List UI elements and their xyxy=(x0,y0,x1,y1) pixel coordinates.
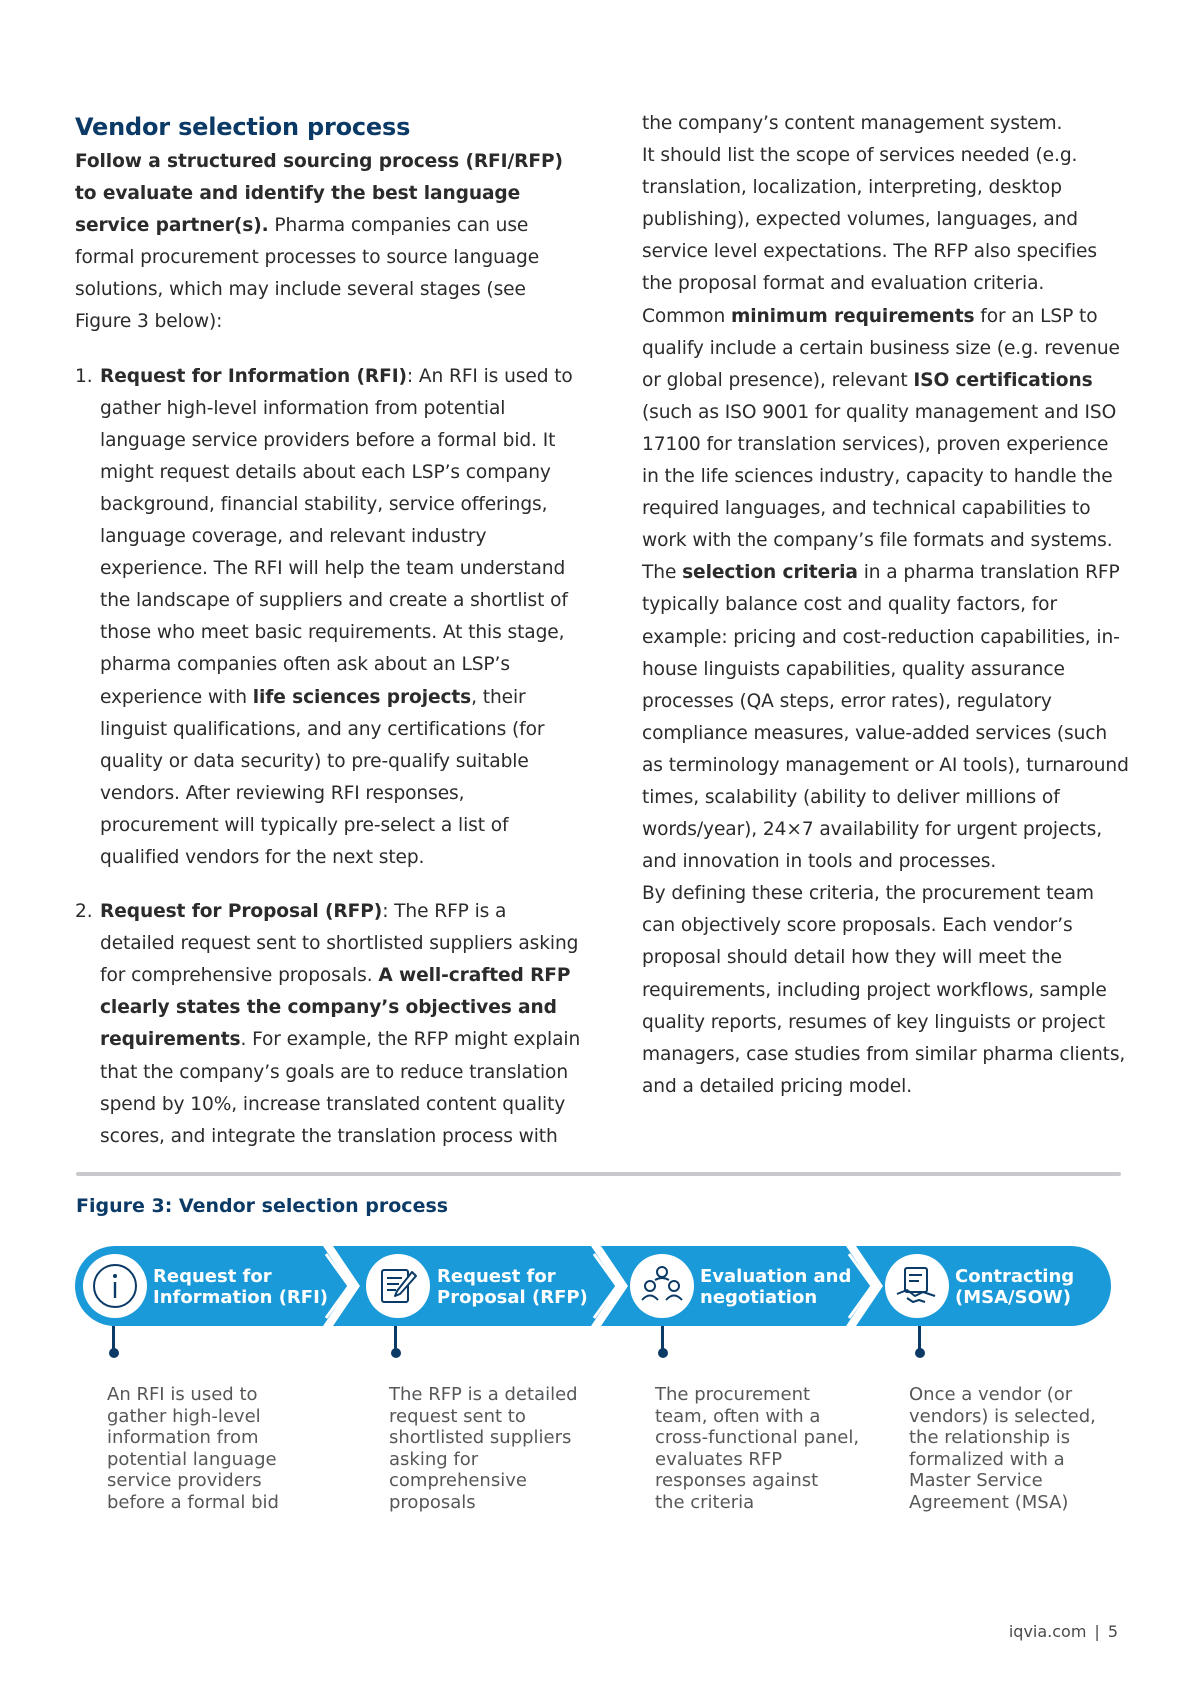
description-line: asking for xyxy=(389,1448,479,1470)
paragraph-emphasis: minimum requirements xyxy=(730,305,975,327)
description-line: An RFI is used to xyxy=(107,1384,258,1405)
right-paragraph-2 xyxy=(642,557,1130,878)
paragraph-text: for an LSP to qualify include a certain business size (e.g. revenue or global presence), relevant xyxy=(642,305,1120,391)
paragraph-text: The xyxy=(642,562,683,584)
description-line: information from xyxy=(107,1427,259,1448)
intro-text: Pharma companies can use formal procurement processes to source language solutions, which may include several stages (see Figure 3 below): xyxy=(75,215,540,333)
right-paragraph-3: By defining these criteria, the procurement team can objectively score proposals. Each vendor’s proposal should detail how they will meet the requirements, including project workflows, sample quality reports, resumes of key linguists or project managers, case studies from similar pharma clients, and a detailed pricing model. xyxy=(642,883,1126,1097)
right-line-1: the company’s content management system. xyxy=(642,113,1063,134)
description-line: the relationship is xyxy=(909,1427,1071,1448)
list-item-heading: Request for Information (RFI) xyxy=(100,365,407,387)
step-icon-circle xyxy=(885,1254,949,1318)
step-label-line: Information (RFI) xyxy=(153,1287,329,1308)
page-number: 5 xyxy=(1107,1622,1118,1641)
description-line: Master Service xyxy=(909,1470,1043,1491)
paragraph-text: (such as ISO 9001 for quality management and ISO 17100 for translation services), proven experience in the life sciences industry, capacity to handle the required languages, and technical capabilities to work with the company’s file formats and systems. xyxy=(642,401,1117,552)
paragraph-text: in a pharma translation RFP typically balance cost and quality factors, for example: pricing and cost-reduction capabilities, in-house linguists capabilities, quality assurance processes (QA steps, error rates), regulatory compliance measures, value-added services (such as terminology management or AI tools), turnaround times, scalability (ability to deliver millions of words/year), 24×7 availability for urgent projects, and innovation in tools and processes. xyxy=(642,562,1129,873)
description-line: comprehensive xyxy=(389,1470,527,1491)
step-icon-circle xyxy=(366,1254,430,1318)
step-label-line: Contracting xyxy=(955,1266,1075,1287)
process-band xyxy=(75,1246,1111,1326)
description-line: The RFP is a detailed xyxy=(389,1384,578,1405)
list-item-text: , their linguist qualifications, and any certifications (for quality or data security) to pre-qualify suitable vendors. After reviewing RFI responses, procurement will typically pre-select a list of qualified vendors for the next step. xyxy=(100,686,545,868)
step-description-rfi xyxy=(107,1384,279,1513)
right-column xyxy=(642,108,1130,1103)
paragraph-emphasis: ISO certifications xyxy=(913,369,1093,391)
section-title: Vendor selection process xyxy=(75,113,411,141)
info-icon xyxy=(83,1254,147,1318)
description-line: evaluates RFP xyxy=(655,1448,783,1470)
connector-dot xyxy=(109,1348,119,1358)
step-description-evaluation xyxy=(655,1384,859,1513)
right-paragraph-1 xyxy=(642,140,1130,557)
description-line: proposals xyxy=(389,1491,476,1513)
step-icon-circle xyxy=(83,1254,147,1318)
document-pen-icon xyxy=(366,1254,430,1318)
page-footer xyxy=(1009,1622,1118,1641)
list-number: 1. xyxy=(75,365,93,387)
description-line: the criteria xyxy=(655,1491,755,1513)
list-item-heading: Request for Proposal (RFP) xyxy=(100,901,383,923)
intro-paragraph xyxy=(75,146,585,339)
connector-dot xyxy=(915,1348,925,1358)
step-label-line: Request for xyxy=(437,1266,556,1287)
discussion-icon xyxy=(630,1254,694,1318)
step-description-contracting xyxy=(909,1384,1096,1513)
description-line: responses against xyxy=(655,1470,819,1491)
step-label-line: Evaluation and xyxy=(700,1266,852,1287)
figure-title: Figure 3: Vendor selection process xyxy=(76,1195,449,1217)
step-label-line: negotiation xyxy=(700,1287,818,1308)
list-item-emphasis: A well-crafted RFP clearly states the company’s objectives and requirements xyxy=(100,965,571,1051)
step-icon-circle xyxy=(630,1254,694,1318)
list-number: 2. xyxy=(75,901,93,923)
description-line: request sent to xyxy=(389,1405,526,1427)
intro-bold: Follow a structured sourcing process (RFI/RFP) to evaluate and identify the best language service partner(s). xyxy=(75,151,563,237)
paragraph-text: It should list the scope of services needed (e.g. translation, localization, interpreting, desktop publishing), expected volumes, languages, and service level expectations. The RFP also specifies the proposal format and evaluation criteria. Common xyxy=(642,145,1097,327)
description-line: team, often with a xyxy=(655,1405,821,1427)
description-line: formalized with a xyxy=(909,1448,1065,1470)
connector-dot xyxy=(658,1348,668,1358)
list-item-text: : The RFP is a detailed request sent to shortlisted suppliers asking for comprehensive proposals. xyxy=(100,901,579,987)
description-line: potential language xyxy=(107,1448,277,1470)
description-line: before a formal bid xyxy=(107,1491,279,1513)
paragraph-emphasis: selection criteria xyxy=(682,562,858,584)
left-column xyxy=(75,112,585,1175)
description-line: service providers xyxy=(107,1470,262,1491)
step-label-line: Proposal (RFP) xyxy=(437,1287,588,1308)
step-label-evaluation xyxy=(700,1266,851,1308)
description-line: Once a vendor (or xyxy=(909,1384,1073,1405)
step-description-rfp xyxy=(389,1384,578,1513)
step-label-line: (MSA/SOW) xyxy=(955,1287,1071,1308)
footer-site-link[interactable]: iqvia.com xyxy=(1008,1622,1087,1641)
description-line: Agreement (MSA) xyxy=(909,1491,1069,1513)
handshake-icon xyxy=(885,1254,949,1318)
connector-dot xyxy=(391,1348,401,1358)
list-item-rfp xyxy=(75,896,585,1153)
step-label-rfi xyxy=(153,1266,328,1308)
footer-separator: | xyxy=(1094,1622,1100,1641)
step-label-line: Request for xyxy=(153,1266,272,1287)
description-line: shortlisted suppliers xyxy=(389,1427,572,1448)
step-label-rfp xyxy=(437,1266,588,1308)
process-list xyxy=(75,361,585,1153)
list-item-emphasis: life sciences projects xyxy=(252,686,472,708)
step-label-contracting xyxy=(955,1266,1074,1308)
description-line: vendors) is selected, xyxy=(909,1405,1096,1427)
description-line: gather high-level xyxy=(107,1405,261,1427)
description-line: The procurement xyxy=(655,1384,811,1405)
figure-divider xyxy=(76,1172,1121,1176)
list-item-rfi xyxy=(75,361,585,875)
list-item-text: : An RFI is used to gather high-level information from potential language service providers before a formal bid. It might request details about each LSP’s company background, financial stability, service offerings, language coverage, and relevant industry experience. The RFI will help the team understand the landscape of suppliers and create a shortlist of those who meet basic requirements. At this stage, pharma companies often ask about an LSP’s experience with xyxy=(100,365,573,708)
list-item-text: . For example, the RFP might explain that the company’s goals are to reduce translation spend by 10%, increase translated content quality scores, and integrate the translation process with xyxy=(100,1029,581,1147)
description-line: cross-functional panel, xyxy=(655,1427,860,1448)
